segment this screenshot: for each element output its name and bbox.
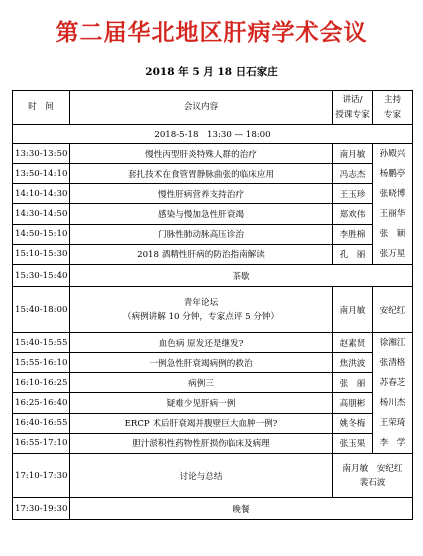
day-label: 2018-5-18 13:30 — 18:00 [13,125,413,144]
speaker-cell: 南月敏 [333,287,373,333]
time-cell: 13:50-14:10 [13,164,70,184]
speaker-cell: 张玉果 [333,433,373,453]
topic-cell: 血色病 原发还是继发? [70,333,333,353]
host-name: 张万星 [379,249,406,259]
host-name: 李 学 [379,438,406,448]
topic-cell: 感染与慢加急性肝衰竭 [70,204,333,224]
speaker-cell: 王玉珍 [333,184,373,204]
table-row [13,413,413,433]
header-content: 会议内容 [70,91,333,125]
time-cell: 15:30-15:40 [13,265,70,287]
topic-cell: 慢性肝病营养支持治疗 [70,184,333,204]
speaker-cell: 郑欢伟 [333,204,373,224]
host-group-1 [373,144,413,265]
topic-cell: 门脉性肺动脉高压诊治 [70,224,333,244]
speaker-cell: 焦洪波 [333,353,373,373]
time-cell: 15:10-15:30 [13,244,70,264]
host-name: 孙殿兴 [379,149,406,159]
dinner-row [13,498,413,520]
table-row [13,144,413,164]
topic-cell: 慢性丙型肝炎特殊人群的治疗 [70,144,333,164]
host-name: 杨鹏亭 [379,169,406,179]
time-cell: 17:30-19:30 [13,498,70,520]
topic-cell: 一例急性肝衰竭病例的救治 [70,353,333,373]
topic-cell: 胆汁淤积性药物性肝损伤临床及病理 [70,433,333,453]
table-row [13,224,413,244]
topic-cell: 青年论坛 （病例讲解 10 分钟，专家点评 5 分钟） [70,287,333,333]
speaker-cell: 赵素贤 [333,333,373,353]
host-name: 张清格 [379,358,406,368]
meeting-date: 2018 年 5 月 18 日石家庄 [145,66,278,78]
day-row [13,125,413,144]
table-row [13,433,413,453]
time-cell: 14:50-15:10 [13,224,70,244]
speaker-cell: 高朋彬 [333,393,373,413]
tea-break: 茶歇 [70,265,413,287]
speaker-cell: 孔 丽 [333,244,373,264]
topic-cell: 讨论与总结 [70,454,333,498]
speaker-cell: 冯志杰 [333,164,373,184]
host-name: 杨川杰 [379,398,406,408]
speaker-cell: 姚冬梅 [333,413,373,433]
time-cell: 14:30-14:50 [13,204,70,224]
agenda-table [12,90,413,520]
topic-cell: 病例三 [70,373,333,393]
topic-cell: 疑难少见肝病一例 [70,393,333,413]
break-row [13,265,413,287]
speaker-cell: 南月敏 [333,144,373,164]
host-name: 苏春芝 [379,378,406,388]
table-row [13,164,413,184]
host-group-2 [373,333,413,454]
table-row [13,393,413,413]
header-speaker: 讲话/ 授课专家 [333,91,373,125]
time-cell: 17:10-17:30 [13,454,70,498]
time-cell: 13:30-13:50 [13,144,70,164]
topic-cell: ERCP 术后肝衰竭并腹壁巨大血肿一例? [70,413,333,433]
host-name: 张晓博 [379,189,406,199]
forum-row [13,287,413,333]
header-host: 主持 专家 [373,91,413,125]
summary-hosts: 南月敏 安纪红 裴石波 [333,454,413,498]
summary-row [13,454,413,498]
host-name: 徐湘江 [379,338,406,348]
table-row [13,333,413,353]
time-cell: 15:40-15:55 [13,333,70,353]
time-cell: 16:40-16:55 [13,413,70,433]
host-name: 王丽华 [379,209,406,219]
time-cell: 15:55-16:10 [13,353,70,373]
table-row [13,184,413,204]
table-row [13,244,413,264]
topic-cell: 2018 酒精性肝病的防治指南解读 [70,244,333,264]
host-name: 张 颖 [379,229,406,239]
speaker-cell: 张 丽 [333,373,373,393]
page-title: 第二届华北地区肝病学术会议 [55,20,368,46]
time-cell: 15:40-18:00 [13,287,70,333]
topic-cell: 套扎技术在食管胃静脉曲张的临床应用 [70,164,333,184]
table-row [13,353,413,373]
time-cell: 16:55-17:10 [13,433,70,453]
header-time: 时 间 [13,91,70,125]
table-row [13,204,413,224]
host-cell: 安纪红 [373,287,413,333]
table-row [13,373,413,393]
speaker-cell: 李胜棉 [333,224,373,244]
host-name: 王荣琦 [379,418,406,428]
dinner: 晚餐 [70,498,413,520]
time-cell: 16:10-16:25 [13,373,70,393]
table-header [13,91,413,125]
time-cell: 14:10-14:30 [13,184,70,204]
time-cell: 16:25-16:40 [13,393,70,413]
